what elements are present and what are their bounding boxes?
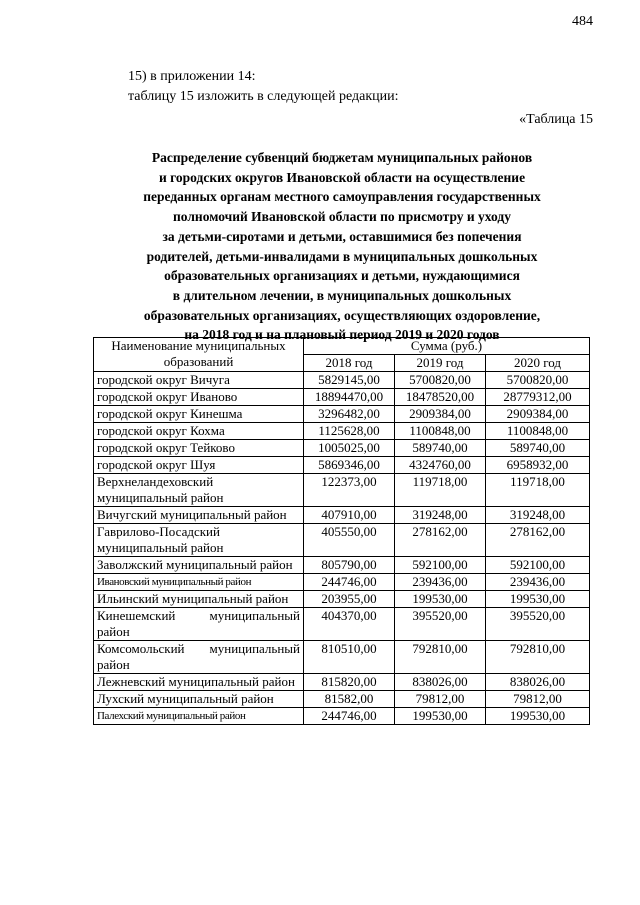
municipality-name: Палехский муниципальный район — [94, 708, 304, 725]
municipality-name: городской округ Кинешма — [94, 406, 304, 423]
municipality-name: Верхнеландеховский муниципальный район — [94, 474, 304, 507]
amount-2020: 395520,00 — [486, 608, 590, 641]
title-line: за детьми-сиротами и детьми, оставшимися без попечения — [162, 228, 522, 244]
table-row — [94, 406, 590, 423]
title-line: на 2018 год и на плановый период 2019 и 2020 годов — [184, 327, 500, 343]
title-line: в длительном лечении, в муниципальных дошкольных — [172, 287, 512, 303]
municipality-name: Заволжский муниципальный район — [94, 557, 304, 574]
title-line: полномочий Ивановской области по присмотру и уходу — [173, 209, 511, 225]
table-row — [94, 457, 590, 474]
amount-2018: 244746,00 — [304, 708, 395, 725]
page-number: 484 — [572, 14, 593, 29]
amount-2018: 810510,00 — [304, 641, 395, 674]
title-line: образовательных организациях и детьми, нуждающимися — [164, 268, 520, 284]
title-line: Распределение субвенций бюджетам муниципальных районов — [151, 150, 533, 165]
amount-2020: 6958932,00 — [486, 457, 590, 474]
amount-2019: 589740,00 — [395, 440, 486, 457]
table-row — [94, 674, 590, 691]
amount-2020: 592100,00 — [486, 557, 590, 574]
amount-2018: 18894470,00 — [304, 389, 395, 406]
amount-2018: 405550,00 — [304, 524, 395, 557]
municipality-name: Вичугский муниципальный район — [94, 507, 304, 524]
amount-2018: 244746,00 — [304, 574, 395, 591]
municipality-name: Комсомольский муниципальный район — [94, 641, 304, 674]
amount-2018: 3296482,00 — [304, 406, 395, 423]
municipality-name: Кинешемский муниципальный район — [94, 608, 304, 641]
table-row — [94, 557, 590, 574]
amount-2019: 592100,00 — [395, 557, 486, 574]
document-title — [94, 148, 590, 345]
table-row — [94, 641, 590, 674]
table-row — [94, 423, 590, 440]
amount-2019: 119718,00 — [395, 474, 486, 507]
amount-2019: 838026,00 — [395, 674, 486, 691]
municipality-name: городской округ Шуя — [94, 457, 304, 474]
amount-2019: 18478520,00 — [395, 389, 486, 406]
amount-2020: 239436,00 — [486, 574, 590, 591]
table-row — [94, 608, 590, 641]
title-line: и городских округов Ивановской области на осуществление — [158, 169, 526, 185]
table-row — [94, 591, 590, 608]
municipality-name: городской округ Иваново — [94, 389, 304, 406]
table-row — [94, 708, 590, 725]
header-year-2019: 2019 год — [395, 355, 486, 372]
amount-2020: 79812,00 — [486, 691, 590, 708]
amount-2018: 815820,00 — [304, 674, 395, 691]
amount-2020: 199530,00 — [486, 708, 590, 725]
table-body — [94, 372, 590, 725]
amount-2019: 5700820,00 — [395, 372, 486, 389]
amount-2018: 805790,00 — [304, 557, 395, 574]
amount-2018: 122373,00 — [304, 474, 395, 507]
amount-2018: 5869346,00 — [304, 457, 395, 474]
amount-2018: 404370,00 — [304, 608, 395, 641]
table-row — [94, 372, 590, 389]
amount-2020: 28779312,00 — [486, 389, 590, 406]
intro-line-1: 15) в приложении 14: — [128, 69, 256, 84]
amount-2019: 79812,00 — [395, 691, 486, 708]
table-row — [94, 691, 590, 708]
amount-2018: 5829145,00 — [304, 372, 395, 389]
table-row — [94, 524, 590, 557]
municipality-name: Ивановский муниципальный район — [94, 574, 304, 591]
amount-2019: 239436,00 — [395, 574, 486, 591]
amount-2019: 199530,00 — [395, 591, 486, 608]
amount-2018: 203955,00 — [304, 591, 395, 608]
amount-2020: 199530,00 — [486, 591, 590, 608]
header-year-2018: 2018 год — [304, 355, 395, 372]
table-row — [94, 507, 590, 524]
amount-2019: 278162,00 — [395, 524, 486, 557]
amount-2018: 81582,00 — [304, 691, 395, 708]
table-row — [94, 389, 590, 406]
intro-line-2: таблицу 15 изложить в следующей редакции: — [128, 89, 399, 104]
title-line: родителей, детьми-инвалидами в муниципальных дошкольных — [146, 248, 538, 264]
title-line: переданных органам местного самоуправления государственных — [143, 189, 541, 205]
amount-2019: 4324760,00 — [395, 457, 486, 474]
title-line: образовательных организациях, осуществляющих оздоровление, — [143, 307, 541, 323]
table-header-row — [94, 338, 590, 355]
table-reference: «Таблица 15 — [519, 112, 593, 127]
amount-2019: 199530,00 — [395, 708, 486, 725]
municipality-name: городской округ Кохма — [94, 423, 304, 440]
header-year-2020: 2020 год — [486, 355, 590, 372]
amount-2020: 119718,00 — [486, 474, 590, 507]
amount-2020: 838026,00 — [486, 674, 590, 691]
table-row — [94, 440, 590, 457]
amount-2019: 792810,00 — [395, 641, 486, 674]
amount-2020: 792810,00 — [486, 641, 590, 674]
amount-2020: 589740,00 — [486, 440, 590, 457]
municipality-name: Лухский муниципальный район — [94, 691, 304, 708]
header-name-column: Наименование муниципальных образований — [94, 338, 304, 372]
municipality-name: городской округ Тейково — [94, 440, 304, 457]
municipality-name: городской округ Вичуга — [94, 372, 304, 389]
table-row — [94, 474, 590, 507]
amount-2020: 5700820,00 — [486, 372, 590, 389]
municipality-name: Ильинский муниципальный район — [94, 591, 304, 608]
amount-2018: 407910,00 — [304, 507, 395, 524]
amount-2018: 1005025,00 — [304, 440, 395, 457]
municipality-name: Гаврилово-Посадский муниципальный район — [94, 524, 304, 557]
amount-2020: 278162,00 — [486, 524, 590, 557]
municipality-name: Лежневский муниципальный район — [94, 674, 304, 691]
amount-2019: 1100848,00 — [395, 423, 486, 440]
amount-2020: 2909384,00 — [486, 406, 590, 423]
amount-2019: 319248,00 — [395, 507, 486, 524]
header-sum-column: Сумма (руб.) — [304, 338, 590, 355]
amount-2018: 1125628,00 — [304, 423, 395, 440]
amount-2019: 395520,00 — [395, 608, 486, 641]
amount-2020: 1100848,00 — [486, 423, 590, 440]
table-row — [94, 574, 590, 591]
amount-2019: 2909384,00 — [395, 406, 486, 423]
subvention-table — [93, 337, 590, 725]
amount-2020: 319248,00 — [486, 507, 590, 524]
